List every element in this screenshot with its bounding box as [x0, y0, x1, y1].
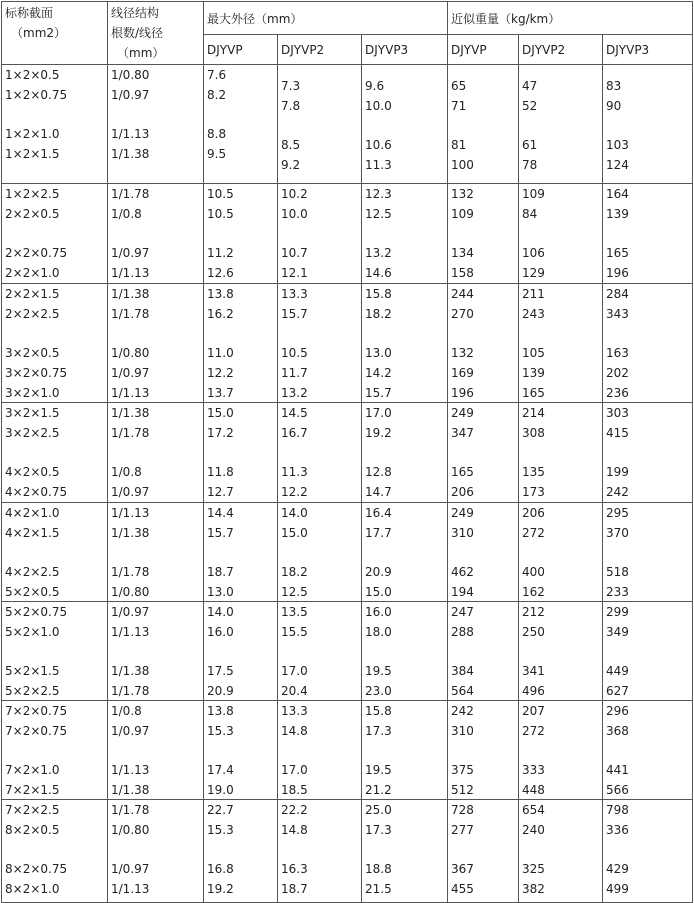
cell-struct: 1/1.38: [111, 287, 150, 301]
cell-w2: 240: [522, 823, 545, 837]
cell-struct: 1/1.38: [111, 406, 150, 420]
cell-struct: 1/1.13: [111, 127, 150, 141]
table-top-border: [1, 1, 693, 2]
cell-w2: 272: [522, 526, 545, 540]
cell-struct: 1/1.38: [111, 783, 150, 797]
cell-d1: 13.8: [207, 287, 234, 301]
cell-d2: 10.2: [281, 187, 308, 201]
cell-w1: 247: [451, 605, 474, 619]
cell-w3: 103: [606, 138, 629, 152]
cell-d2: 11.7: [281, 366, 308, 380]
cell-d3: 15.0: [365, 585, 392, 599]
cell-d2: 10.0: [281, 207, 308, 221]
cell-struct: 1/1.78: [111, 307, 150, 321]
cell-struct: 1/0.97: [111, 605, 150, 619]
cell-w3: 90: [606, 99, 622, 113]
cell-w3: 368: [606, 724, 629, 738]
column-divider: [518, 34, 519, 903]
cell-d3: 19.5: [365, 664, 392, 678]
cell-d3: 10.0: [365, 99, 392, 113]
cell-w3: 370: [606, 526, 629, 540]
cell-w3: 336: [606, 823, 629, 837]
column-divider: [277, 34, 278, 903]
cell-w3: 627: [606, 684, 629, 698]
cell-w3: 566: [606, 783, 629, 797]
cell-spec: 7×2×0.75: [5, 724, 68, 738]
cell-d1: 15.3: [207, 823, 234, 837]
cell-spec: 4×2×2.5: [5, 565, 60, 579]
cell-w2: 61: [522, 138, 538, 152]
cell-d2: 11.3: [281, 465, 308, 479]
cell-struct: 1/1.13: [111, 266, 150, 280]
cell-d2: 8.5: [281, 138, 301, 152]
cell-struct: 1/1.78: [111, 187, 150, 201]
cell-d3: 14.2: [365, 366, 392, 380]
cell-w3: 124: [606, 158, 629, 172]
cell-w2: 135: [522, 465, 545, 479]
cell-spec: 2×2×2.5: [5, 307, 60, 321]
cell-w2: 243: [522, 307, 545, 321]
cell-d2: 12.2: [281, 485, 308, 499]
cell-w3: 164: [606, 187, 629, 201]
cell-spec: 8×2×0.75: [5, 862, 68, 876]
cell-d3: 23.0: [365, 684, 392, 698]
header-spec-line2: （mm2）: [11, 26, 67, 40]
cell-d3: 17.7: [365, 526, 392, 540]
cell-w3: 518: [606, 565, 629, 579]
cell-d1: 17.4: [207, 763, 234, 777]
cell-w1: 384: [451, 664, 474, 678]
cell-w2: 47: [522, 79, 538, 93]
cell-w1: 134: [451, 246, 474, 260]
cell-spec: 1×2×2.5: [5, 187, 60, 201]
cell-d1: 17.2: [207, 426, 234, 440]
cell-w3: 499: [606, 882, 629, 896]
cell-w2: 165: [522, 386, 545, 400]
cell-struct: 1/0.80: [111, 585, 150, 599]
cell-struct: 1/1.78: [111, 803, 150, 817]
cell-d3: 19.2: [365, 426, 392, 440]
cell-d2: 18.5: [281, 783, 308, 797]
cell-d1: 15.0: [207, 406, 234, 420]
cell-spec: 3×2×0.75: [5, 366, 68, 380]
cell-w1: 169: [451, 366, 474, 380]
cell-struct: 1/1.38: [111, 526, 150, 540]
cell-d1: 19.2: [207, 882, 234, 896]
cell-w3: 349: [606, 625, 629, 639]
cell-w2: 250: [522, 625, 545, 639]
cell-spec: 2×2×1.0: [5, 266, 60, 280]
header-spec-line1: 标称截面: [5, 6, 54, 20]
header-struct-line2: 根数/线径: [111, 26, 164, 40]
subheader-diameter-djyvp: DJYVP: [207, 43, 243, 57]
cell-w3: 202: [606, 366, 629, 380]
cell-d3: 11.3: [365, 158, 392, 172]
cell-spec: 4×2×1.5: [5, 526, 60, 540]
cell-d2: 17.0: [281, 763, 308, 777]
cell-struct: 1/0.97: [111, 724, 150, 738]
cell-d2: 10.7: [281, 246, 308, 260]
cell-d1: 12.7: [207, 485, 234, 499]
cell-w2: 109: [522, 187, 545, 201]
cell-spec: 7×2×1.0: [5, 763, 60, 777]
cell-d2: 13.3: [281, 287, 308, 301]
cell-d1: 15.7: [207, 526, 234, 540]
cell-w1: 249: [451, 406, 474, 420]
column-divider: [1, 1, 2, 903]
cell-w1: 728: [451, 803, 474, 817]
cell-w3: 236: [606, 386, 629, 400]
cell-w1: 165: [451, 465, 474, 479]
block-divider: [1, 183, 693, 184]
cell-w1: 81: [451, 138, 467, 152]
cell-d3: 13.0: [365, 346, 392, 360]
cell-w2: 105: [522, 346, 545, 360]
cell-w1: 512: [451, 783, 474, 797]
cell-d3: 17.3: [365, 724, 392, 738]
cell-d2: 13.5: [281, 605, 308, 619]
cell-d1: 13.7: [207, 386, 234, 400]
cell-d3: 18.0: [365, 625, 392, 639]
cell-w3: 449: [606, 664, 629, 678]
block-divider: [1, 402, 693, 403]
cell-w2: 272: [522, 724, 545, 738]
cell-d3: 25.0: [365, 803, 392, 817]
cell-w1: 277: [451, 823, 474, 837]
cell-d1: 11.0: [207, 346, 234, 360]
cell-d1: 9.5: [207, 147, 227, 161]
cell-d3: 14.6: [365, 266, 392, 280]
header-approx-weight: 近似重量（kg/km）: [451, 12, 561, 26]
cell-d3: 20.9: [365, 565, 392, 579]
cell-d3: 15.7: [365, 386, 392, 400]
cell-spec: 5×2×2.5: [5, 684, 60, 698]
cell-struct: 1/0.97: [111, 366, 150, 380]
cell-d1: 20.9: [207, 684, 234, 698]
cell-w3: 165: [606, 246, 629, 260]
cell-struct: 1/1.78: [111, 565, 150, 579]
block-divider: [1, 601, 693, 602]
column-divider: [602, 34, 603, 903]
cell-d1: 8.2: [207, 88, 227, 102]
cell-d1: 7.6: [207, 68, 227, 82]
header-max-diameter: 最大外径（mm）: [207, 12, 303, 26]
cell-d2: 13.3: [281, 704, 308, 718]
cell-spec: 8×2×0.5: [5, 823, 60, 837]
cell-d1: 8.8: [207, 127, 227, 141]
subheader-weight-djyvp2: DJYVP2: [522, 43, 566, 57]
cell-spec: 4×2×1.0: [5, 506, 60, 520]
cell-w3: 343: [606, 307, 629, 321]
cell-w1: 347: [451, 426, 474, 440]
cell-d2: 20.4: [281, 684, 308, 698]
cell-d3: 18.2: [365, 307, 392, 321]
cell-struct: 1/1.13: [111, 763, 150, 777]
cell-w2: 400: [522, 565, 545, 579]
cell-w1: 206: [451, 485, 474, 499]
cell-w1: 100: [451, 158, 474, 172]
cell-d3: 13.2: [365, 246, 392, 260]
cell-w1: 564: [451, 684, 474, 698]
cell-struct: 1/0.97: [111, 862, 150, 876]
cell-struct: 1/0.97: [111, 88, 150, 102]
subheader-diameter-djyvp2: DJYVP2: [281, 43, 325, 57]
cell-spec: 3×2×1.0: [5, 386, 60, 400]
cell-w3: 83: [606, 79, 622, 93]
cell-d3: 12.8: [365, 465, 392, 479]
column-divider: [447, 1, 448, 903]
cell-d3: 21.2: [365, 783, 392, 797]
cell-w1: 462: [451, 565, 474, 579]
cell-w1: 367: [451, 862, 474, 876]
cell-d1: 10.5: [207, 207, 234, 221]
cell-w3: 242: [606, 485, 629, 499]
cell-spec: 2×2×0.75: [5, 246, 68, 260]
cell-d1: 16.2: [207, 307, 234, 321]
cell-w2: 333: [522, 763, 545, 777]
header-struct-line3: （mm）: [117, 46, 165, 60]
cable-spec-table: [1, 1, 693, 903]
cell-struct: 1/0.80: [111, 346, 150, 360]
cell-d1: 11.8: [207, 465, 234, 479]
cell-w2: 129: [522, 266, 545, 280]
cell-w2: 162: [522, 585, 545, 599]
cell-spec: 1×2×1.0: [5, 127, 60, 141]
cell-spec: 2×2×1.5: [5, 287, 60, 301]
cell-d1: 10.5: [207, 187, 234, 201]
column-divider: [692, 1, 693, 903]
cell-d2: 22.2: [281, 803, 308, 817]
cell-spec: 5×2×1.5: [5, 664, 60, 678]
cell-d1: 19.0: [207, 783, 234, 797]
cell-struct: 1/1.38: [111, 147, 150, 161]
cell-w3: 199: [606, 465, 629, 479]
cell-w3: 284: [606, 287, 629, 301]
block-divider: [1, 64, 693, 65]
block-divider: [1, 799, 693, 800]
cell-d3: 17.3: [365, 823, 392, 837]
cell-w1: 375: [451, 763, 474, 777]
cell-spec: 7×2×0.75: [5, 704, 68, 718]
cell-d1: 16.8: [207, 862, 234, 876]
cell-w2: 341: [522, 664, 545, 678]
cell-d1: 18.7: [207, 565, 234, 579]
subheader-diameter-djyvp3: DJYVP3: [365, 43, 409, 57]
cell-struct: 1/1.13: [111, 506, 150, 520]
cell-d1: 22.7: [207, 803, 234, 817]
cell-w2: 212: [522, 605, 545, 619]
cell-struct: 1/0.80: [111, 68, 150, 82]
cell-struct: 1/0.8: [111, 207, 142, 221]
cell-w2: 496: [522, 684, 545, 698]
cell-d2: 17.0: [281, 664, 308, 678]
cell-d1: 11.2: [207, 246, 234, 260]
cell-struct: 1/0.8: [111, 704, 142, 718]
cell-spec: 1×2×0.5: [5, 68, 60, 82]
cell-w3: 296: [606, 704, 629, 718]
cell-d2: 10.5: [281, 346, 308, 360]
cell-d2: 16.7: [281, 426, 308, 440]
cell-struct: 1/0.97: [111, 246, 150, 260]
cell-spec: 3×2×1.5: [5, 406, 60, 420]
cell-w3: 415: [606, 426, 629, 440]
cell-d2: 15.5: [281, 625, 308, 639]
cell-w1: 132: [451, 346, 474, 360]
cell-w2: 206: [522, 506, 545, 520]
cell-spec: 8×2×1.0: [5, 882, 60, 896]
cell-spec: 2×2×0.5: [5, 207, 60, 221]
cell-spec: 4×2×0.75: [5, 485, 68, 499]
column-divider: [107, 1, 108, 903]
cell-d2: 7.8: [281, 99, 301, 113]
cell-d2: 14.5: [281, 406, 308, 420]
cell-d1: 17.5: [207, 664, 234, 678]
cell-w1: 71: [451, 99, 467, 113]
cell-w3: 303: [606, 406, 629, 420]
cell-d2: 13.2: [281, 386, 308, 400]
cell-w2: 308: [522, 426, 545, 440]
cell-w3: 429: [606, 862, 629, 876]
cell-d2: 18.7: [281, 882, 308, 896]
cell-d1: 16.0: [207, 625, 234, 639]
cell-d3: 16.0: [365, 605, 392, 619]
cell-struct: 1/0.97: [111, 485, 150, 499]
cell-spec: 3×2×2.5: [5, 426, 60, 440]
cell-w1: 310: [451, 724, 474, 738]
cell-w1: 310: [451, 526, 474, 540]
cell-d3: 9.6: [365, 79, 385, 93]
cell-w2: 211: [522, 287, 545, 301]
cell-w1: 455: [451, 882, 474, 896]
cell-d1: 14.4: [207, 506, 234, 520]
cell-d1: 12.6: [207, 266, 234, 280]
cell-d2: 9.2: [281, 158, 301, 172]
cell-w2: 52: [522, 99, 538, 113]
cell-d3: 10.6: [365, 138, 392, 152]
block-divider: [1, 283, 693, 284]
cell-spec: 4×2×0.5: [5, 465, 60, 479]
cell-struct: 1/1.78: [111, 426, 150, 440]
cell-w1: 242: [451, 704, 474, 718]
cell-w3: 196: [606, 266, 629, 280]
cell-w1: 270: [451, 307, 474, 321]
cell-d2: 12.1: [281, 266, 308, 280]
column-divider: [361, 34, 362, 903]
cell-d2: 7.3: [281, 79, 301, 93]
cell-d2: 14.8: [281, 724, 308, 738]
cell-spec: 7×2×1.5: [5, 783, 60, 797]
cell-struct: 1/1.38: [111, 664, 150, 678]
cell-d2: 12.5: [281, 585, 308, 599]
cell-d3: 15.8: [365, 287, 392, 301]
cell-d3: 18.8: [365, 862, 392, 876]
cell-spec: 7×2×2.5: [5, 803, 60, 817]
cell-w3: 441: [606, 763, 629, 777]
cell-spec: 5×2×0.75: [5, 605, 68, 619]
cell-d2: 16.3: [281, 862, 308, 876]
cell-d2: 14.8: [281, 823, 308, 837]
cell-w2: 382: [522, 882, 545, 896]
cell-w1: 196: [451, 386, 474, 400]
cell-d3: 17.0: [365, 406, 392, 420]
cell-struct: 1/1.78: [111, 684, 150, 698]
cell-d1: 13.0: [207, 585, 234, 599]
cell-w3: 299: [606, 605, 629, 619]
cell-w1: 132: [451, 187, 474, 201]
cell-w2: 84: [522, 207, 538, 221]
cell-spec: 5×2×0.5: [5, 585, 60, 599]
block-divider: [1, 502, 693, 503]
cell-w2: 207: [522, 704, 545, 718]
cell-w3: 139: [606, 207, 629, 221]
cell-struct: 1/0.80: [111, 823, 150, 837]
cell-spec: 1×2×0.75: [5, 88, 68, 102]
cell-d3: 15.8: [365, 704, 392, 718]
cell-w1: 194: [451, 585, 474, 599]
subheader-weight-djyvp: DJYVP: [451, 43, 487, 57]
cell-w2: 139: [522, 366, 545, 380]
cell-d1: 14.0: [207, 605, 234, 619]
cell-d3: 12.3: [365, 187, 392, 201]
cell-w3: 233: [606, 585, 629, 599]
cell-w2: 654: [522, 803, 545, 817]
cell-spec: 5×2×1.0: [5, 625, 60, 639]
block-divider: [1, 700, 693, 701]
cell-w2: 173: [522, 485, 545, 499]
cell-d2: 18.2: [281, 565, 308, 579]
cell-spec: 1×2×1.5: [5, 147, 60, 161]
column-divider: [203, 1, 204, 903]
cell-w3: 798: [606, 803, 629, 817]
cell-d1: 13.8: [207, 704, 234, 718]
subheader-weight-djyvp3: DJYVP3: [606, 43, 650, 57]
cell-w1: 109: [451, 207, 474, 221]
cell-d3: 14.7: [365, 485, 392, 499]
cell-w2: 106: [522, 246, 545, 260]
cell-d3: 16.4: [365, 506, 392, 520]
cell-w1: 249: [451, 506, 474, 520]
cell-d3: 12.5: [365, 207, 392, 221]
cell-d3: 21.5: [365, 882, 392, 896]
cell-w1: 158: [451, 266, 474, 280]
cell-w1: 65: [451, 79, 467, 93]
cell-d3: 19.5: [365, 763, 392, 777]
cell-w1: 244: [451, 287, 474, 301]
cell-w2: 448: [522, 783, 545, 797]
cell-spec: 3×2×0.5: [5, 346, 60, 360]
cell-w3: 163: [606, 346, 629, 360]
cell-w2: 325: [522, 862, 545, 876]
cell-d2: 15.0: [281, 526, 308, 540]
cell-w2: 214: [522, 406, 545, 420]
cell-struct: 1/1.13: [111, 386, 150, 400]
cell-d2: 14.0: [281, 506, 308, 520]
cell-w1: 288: [451, 625, 474, 639]
cell-d1: 15.3: [207, 724, 234, 738]
cell-d1: 12.2: [207, 366, 234, 380]
cell-w2: 78: [522, 158, 538, 172]
cell-d2: 15.7: [281, 307, 308, 321]
cell-struct: 1/0.8: [111, 465, 142, 479]
cell-struct: 1/1.13: [111, 625, 150, 639]
header-struct-line1: 线径结构: [111, 6, 160, 20]
cell-w3: 295: [606, 506, 629, 520]
cell-struct: 1/1.13: [111, 882, 150, 896]
